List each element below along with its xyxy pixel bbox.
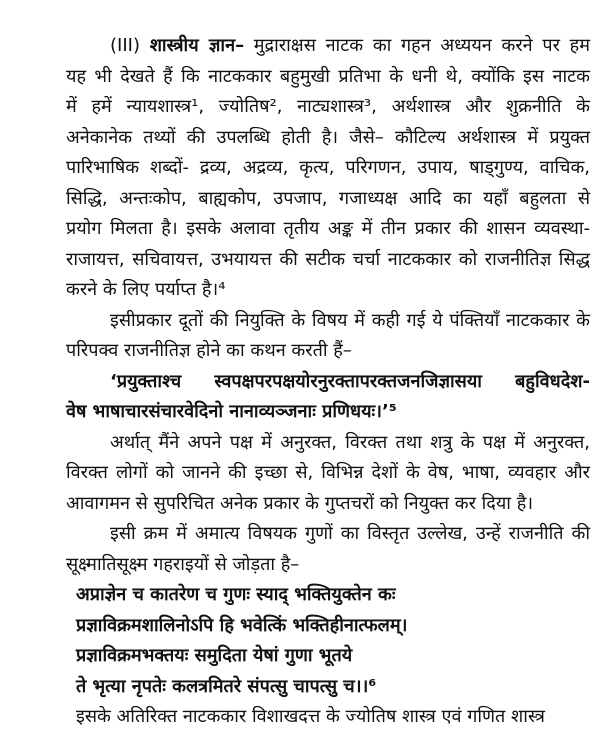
text-line: यह भी देखते हैं कि नाटककार बहुमुखी प्रतिभा के धनी थे, क्योंकि इस नाटक: [66, 65, 590, 87]
text-line: करने के लिए पर्याप्त है।⁴: [66, 279, 226, 300]
text-line: अनेकानेक तथ्यों की उपलब्धि होती है। जैसे– कौटिल्य अर्थशास्त्र में प्रयुक्त: [66, 126, 590, 148]
text-line: मुद्राराक्षस नाटक का गहन अध्ययन करने पर हम: [244, 35, 590, 56]
text-line: राजायत्त, सचिवायत्त, उभयायत्त की सटीक चर्चा नाटककार को राजनीतिज्ञ सिद्ध: [66, 248, 590, 270]
verse-line: प्रज्ञाविक्रमभक्तयः समुदिता येषां गुणा भूतये: [76, 645, 353, 666]
verse-line: अप्राज्ञेन च कातरेण च गुणः स्याद् भक्तियुक्तेन कः: [76, 584, 396, 605]
text-line: इसके अतिरिक्त नाटककार विशाखदत्त के ज्योतिष शास्त्र एवं गणित शास्त्र: [76, 706, 545, 727]
section-title: शास्त्रीय ज्ञान–: [149, 35, 245, 56]
text-line: सूक्ष्मातिसूक्ष्म गहराइयों से जोड़ता है–: [66, 553, 300, 575]
text-line: परिपक्व राजनीतिज्ञ होने का कथन करती हैं–: [66, 340, 352, 361]
document-page: [66, 31, 590, 733]
text-line: पारिभाषिक शब्दों- द्रव्य, अद्रव्य, कृत्य, परिगणन, उपाय, षाड्गुण्य, वाचिक,: [66, 157, 590, 178]
paragraph-start: इसी क्रम में अमात्य विषयक गुणों का विस्तृत उल्लेख, उन्हें राजनीति की: [110, 523, 590, 544]
text-line: प्रयोग मिलता है। इसके अलावा तृतीय अङ्क में तीन प्रकार की शासन व्यवस्था-: [66, 218, 590, 239]
verse-line: प्रज्ञाविक्रमशालिनोऽपि हि भवेत्किं भक्तिहीनात्फलम्।: [76, 614, 408, 636]
paragraph-start: इसीप्रकार दूतों की नियुक्ति के विषय में कही गई ये पंक्तियाँ नाटककार के: [110, 309, 590, 331]
text-line: विरक्त लोगों को जानने की इच्छा से, विभिन्न देशों के वेष, भाषा, व्यवहार और: [66, 462, 590, 483]
verse-line: ते भृत्या नृपतेः कलत्रमितरे संपत्सु चापत्सु च।।⁶: [76, 675, 377, 697]
sanskrit-quote-line: वेष भाषाचारसंचारवेदिनो नानाव्यञ्जनाः प्रणिधयः।’⁵: [66, 401, 397, 422]
text-line: में हमें न्यायशास्त्र¹, ज्योतिष², नाट्यशास्त्र³, अर्थशास्त्र और शुक्रनीति के: [66, 96, 590, 117]
section-heading-line: [66, 31, 590, 62]
section-number: (III): [110, 35, 150, 56]
sanskrit-quote-line: ‘प्रयुक्ताश्च स्वपक्षपरपक्षयोरनुरक्तापरक्तजनजिज्ञासया बहुविधदेश-: [110, 370, 590, 392]
paragraph-start: अर्थात् मैंने अपने पक्ष में अनुरक्त, विरक्त तथा शत्रु के पक्ष में अनुरक्त,: [110, 431, 590, 453]
text-line: सिद्धि, अन्तःकोप, बाह्यकोप, उपजाप, गजाध्यक्ष आदि का यहाँ बहुलता से: [66, 187, 590, 209]
text-line: आवागमन से सुपरिचित अनेक प्रकार के गुप्तचरों को नियुक्त कर दिया है।: [66, 492, 534, 514]
